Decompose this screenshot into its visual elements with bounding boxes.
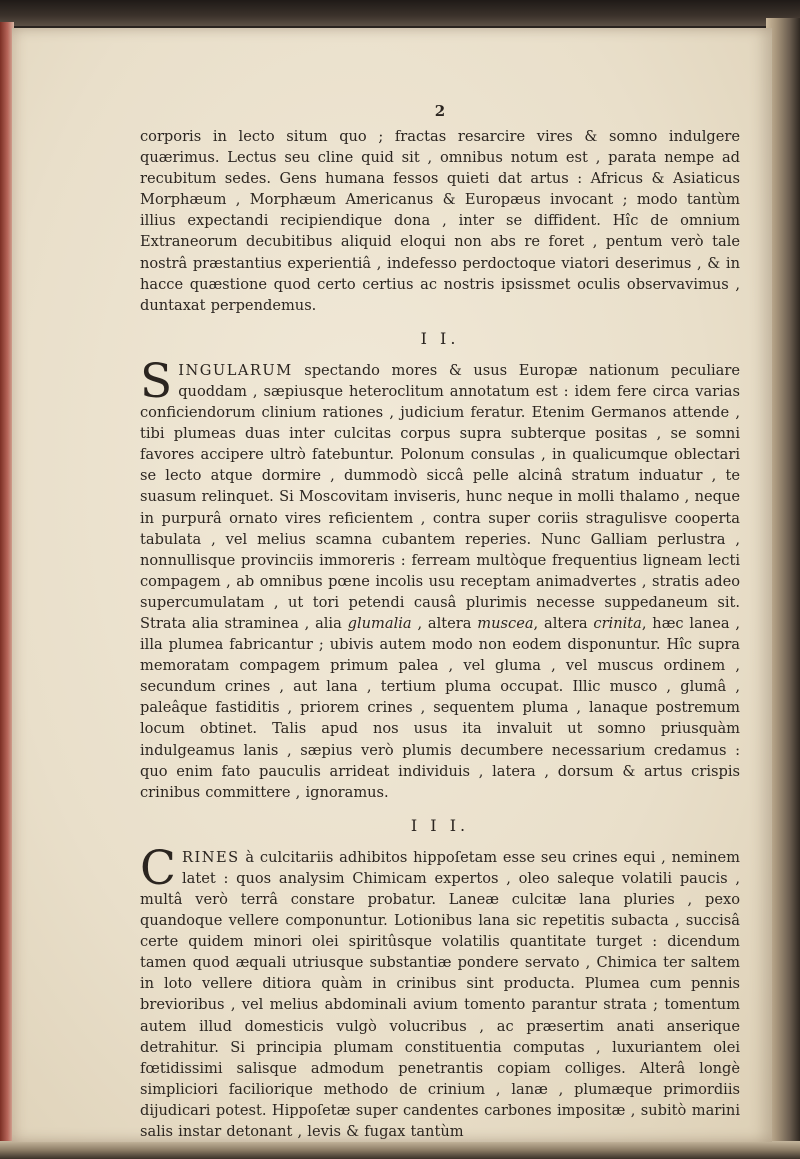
term-crinita: crinita (593, 614, 642, 632)
intro-paragraph: corporis in lecto situm quo ; fractas resarcire vires & somno indulgere quærimus. Lectus seu cline quid sit , omnibus notum est , parata nempe ad recubitum sedes. Gens humana fessos quieti dat artus : Africus & Asiaticus Morphæum , Morphæum Americanus & Europæus invocant ; modo tantùm illius expectandi recipiendique dona , inter se diffident. Hîc de omnium Extraneorum decubitibus aliquid eloqui non abs re foret , pentum verò tale nostrâ præstantius experientiâ , indefesso perdoctoque viatori deserimus , & in hacce quæstione quod certo certius ac nostris ipsissmet oculis observavimus , duntaxat perpendemus. (140, 128, 740, 314)
section-iii-text: à culcitariis adhibitos hippoſetam esse seu crines equi , neminem latet : quos analysim Chimicam expertos , oleo saleque volatili paucis , multâ verò terrâ constare probatur. Laneæ culcitæ lana pluries , pexo quandoque vellere componuntur. Lotionibus lana sic repetitis subacta , succisâ certe quidem minori olei spiritûsque volatilis quantitate turget : dicendum tamen quod æquali utriusque substantiæ pondere servato , Chimica ter saltem in loto vellere ditiora quàm in crinibus sint producta. Plumea cum pennis brevioribus , vel melius abdominali avium tomento parantur strata ; tomentum autem illud domesticis vulgò volucribus , ac præsertim anati anserique detrahitur. Si principia plumam constituentia computas , luxuriantem olei fœtidissimi salisque admodum penetrantis copiam colliges. Alterâ longè simpliciori faciliorique methodo de crinium , lanæ , plumæque primordiis dijudicari potest. Hippoſetæ super candentes carbones impositæ , subitò marini salis instar detonant , levis & fugax tantùm (140, 848, 740, 1141)
section-ii-heading: I I. (420, 328, 460, 348)
book-page (12, 28, 772, 1142)
bottom-page-edge (0, 1141, 800, 1159)
section-iii-heading: I I I. (410, 815, 470, 835)
page-text-block (140, 100, 740, 1142)
section-ii-text-d: , hæc lanea , illa plumea fabricantur ; ubivis autem modo non eodem disponuntur. Hîc supra memoratam compagem primum palea , vel gluma , vel muscus ordinem , secundum crines , aut lana , tertium pluma occupat. Illic musco , glumâ , paleâque fastiditis , priorem crines , sequentem pluma , lanaque postremum locum obtinet. Talis apud nos usus ita invaluit ut somno priusquàm indulgeamus lanis , sæpius verò plumis decumbere necessarium credamus : quo enim fato pauculis arrideat individuis , latera , dorsum & artus crispis crinibus committere , ignoramus. (140, 614, 740, 801)
section-ii-text-a: spectando mores & usus Europæ nationum peculiare quoddam , sæpiusque heteroclitum annotatum est : idem fere circa varias conficiendorum clinium rationes , judicium feratur. Etenim Germanos attende , tibi plumeas duas inter culcitas corpus supra subterque positas , se somni favores accipere ultrò fatebuntur. Polonum consulas , in qualicumque oblectari se lecto atque dormire , dummodò siccâ pelle alcinâ stratum induatur , te suasum relinquet. Si Moscovitam inviseris, hunc neque in molli thalamo , neque in purpurâ ornato vires reficientem , contra super coriis stragulisve cooperta tabulata , vel melius scamna cubantem reperies. Nunc Galliam perlustra , nonnullisque provinciis immoreris : ferream multòque frequentius ligneam lecti compagem , ab omnibus pœne incolis usu receptam animadvertes , stratis adeo supercumulatam , ut tori petendi causâ plurimis necesse suppedaneum sit. Strata alia straminea , alia (140, 361, 740, 632)
section-ii-lead-word: INGULARUM (178, 361, 293, 379)
top-page-edge (0, 0, 800, 26)
page-number: 2 (434, 102, 446, 120)
term-muscea: muscea (477, 614, 534, 632)
section-ii-text-c: , altera (533, 614, 594, 632)
section-iii-lead-word: RINES (181, 848, 240, 866)
section-ii-text-b: , altera (411, 614, 478, 632)
term-glumalia: glumalia (347, 614, 412, 632)
section-ii-paragraph (140, 353, 740, 803)
section-iii-paragraph (140, 840, 740, 1142)
drop-cap-s: S (140, 353, 173, 409)
drop-cap-c: C (140, 840, 176, 896)
